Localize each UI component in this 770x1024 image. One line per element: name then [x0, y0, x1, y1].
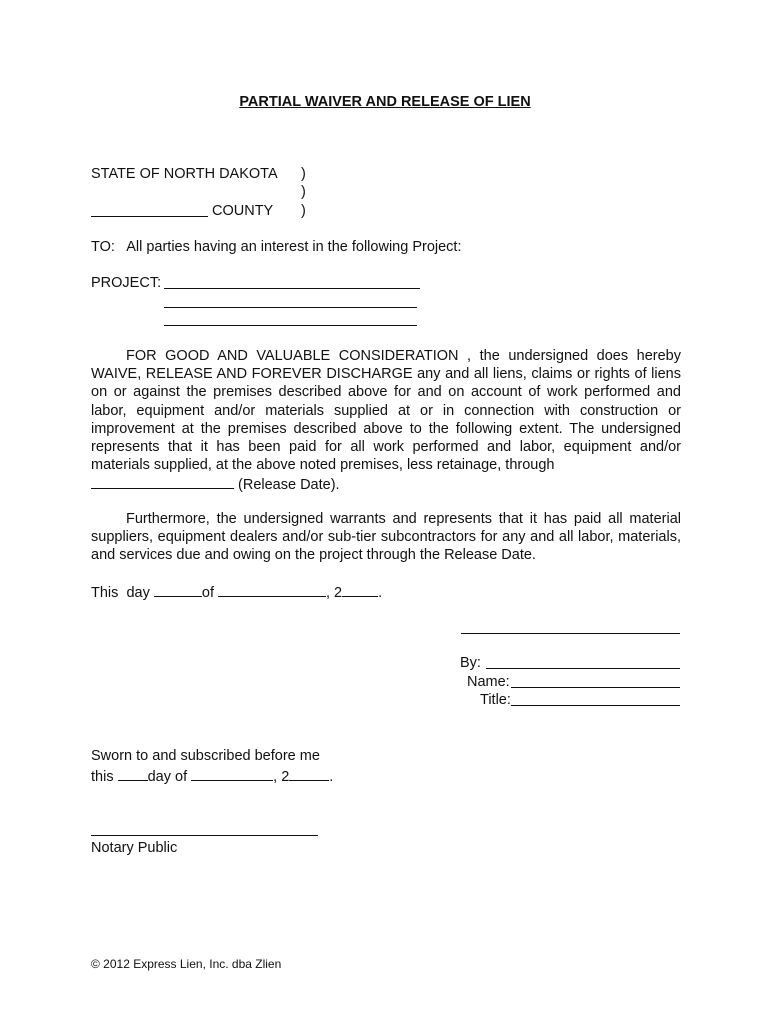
consideration-text: FOR GOOD AND VALUABLE CONSIDERATION , the undersigned does hereby WAIVE, RELEASE AND FOREVER DISCHARGE any and all liens, claims or rights of liens on or against the premises described above for and on account of work performed and labor, equipment and/or materials supplied at or in connection with construction or improvement at the premises described above to the following extent. The undersigned represents that it has been paid for all work performed and labor, equipment and/or materials supplied, at the above noted premises, less retainage, through	[91, 348, 681, 474]
venue-county-label: COUNTY	[212, 203, 274, 219]
signature-by-blank[interactable]	[486, 668, 680, 669]
signature-name-blank[interactable]	[511, 687, 680, 688]
signature-title-label: Title:	[480, 692, 511, 708]
date-day-blank[interactable]	[154, 582, 202, 597]
project-blank-3[interactable]	[164, 325, 417, 326]
furthermore-paragraph	[91, 510, 681, 565]
notary-day-of: day of	[147, 769, 188, 785]
notary-public-label: Notary Public	[91, 840, 178, 856]
notary-year-prefix: , 2	[273, 769, 290, 785]
notary-date-line	[91, 766, 333, 786]
release-date-label: (Release Date).	[238, 477, 340, 494]
to-line: TO: All parties having an interest in the following Project:	[91, 239, 462, 255]
date-year-prefix: , 2	[326, 585, 343, 601]
venue-paren-1: )	[301, 166, 306, 182]
notary-signature-line[interactable]	[91, 835, 318, 836]
furthermore-text: Furthermore, the undersigned warrants and represents that it has paid all material suppliers, equipment dealers and/or sub-tier subcontractors for any and all labor, materials, and services due and owing on the project through the Release Date.	[91, 511, 681, 564]
project-label: PROJECT:	[91, 275, 162, 291]
signature-name-label: Name:	[467, 674, 510, 690]
venue-paren-2: )	[301, 184, 306, 200]
county-blank[interactable]	[91, 216, 208, 217]
project-blank-1[interactable]	[164, 288, 420, 289]
document-title: PARTIAL WAIVER AND RELEASE OF LIEN	[239, 94, 531, 110]
date-month-blank[interactable]	[218, 582, 326, 597]
notary-end: .	[329, 769, 334, 785]
project-blank-2[interactable]	[164, 307, 417, 308]
notary-this: this	[91, 769, 114, 785]
venue-paren-3: )	[301, 203, 306, 219]
date-end: .	[378, 585, 383, 601]
notary-day-blank[interactable]	[118, 766, 148, 781]
consideration-paragraph	[91, 347, 681, 495]
copyright-footer: © 2012 Express Lien, Inc. dba Zlien	[91, 957, 282, 971]
signature-title-blank[interactable]	[511, 705, 680, 706]
notary-month-blank[interactable]	[191, 766, 273, 781]
signature-by-label: By:	[460, 655, 481, 671]
date-year-blank[interactable]	[342, 582, 378, 597]
signature-line[interactable]	[461, 633, 680, 634]
date-this-day: This day	[91, 585, 150, 601]
date-of: of	[201, 585, 214, 601]
notary-sworn: Sworn to and subscribed before me	[91, 748, 320, 764]
notary-year-blank[interactable]	[289, 766, 329, 781]
date-line	[91, 582, 382, 602]
venue-state: STATE OF NORTH DAKOTA	[91, 166, 278, 182]
release-date-blank[interactable]	[91, 474, 234, 489]
